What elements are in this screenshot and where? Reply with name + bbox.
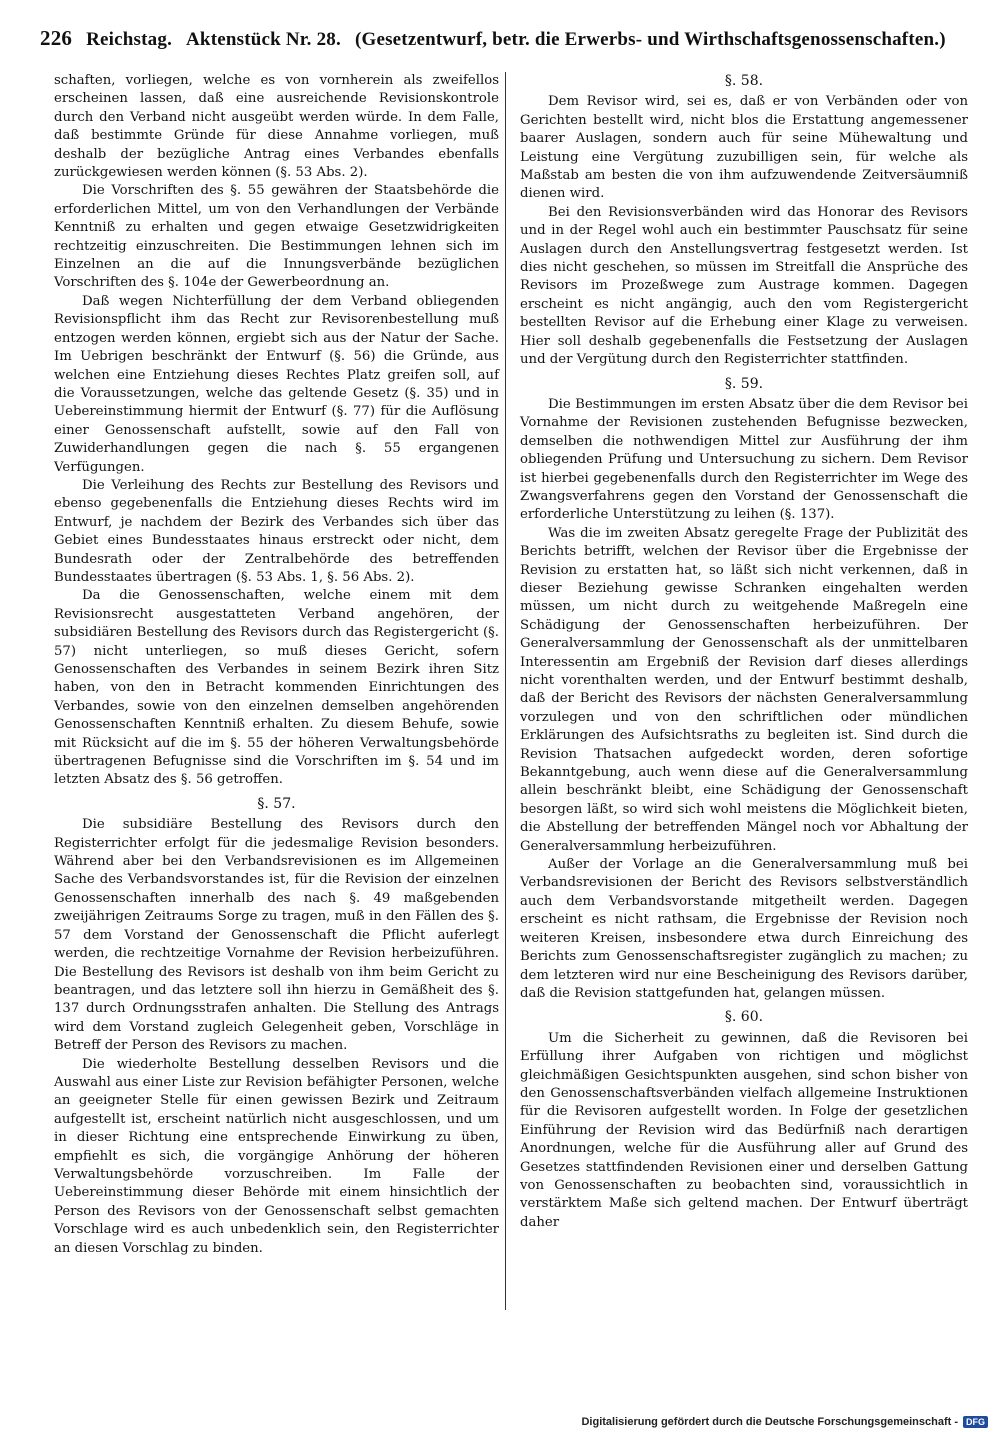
section-heading: §. 59. — [724, 375, 764, 392]
paragraph: Die wiederholte Bestellung desselben Revisors und die Auswahl aus einer Liste zur Revision befähigter Personen, welche an geeigneter Stelle für einen gewissen Bezirk und Zeitraum aufgestellt ist, erscheint natürlich nicht ausgeschlossen, und um in dieser Richtung eine entsprechende Einwirkung zu üben, empfiehlt es sich, die vorgängige Anhörung der höheren Verwaltungsbehörde vorzuschreiben. Im Falle der Uebereinstimmung dieser Behörde mit einem hinsichtlich der Person des Revisors von der Genossenschaft selbst gemachten Vorschlage wird es auch unbedenklich sein, den Registerrichter an diesen Vorschlag zu binden. — [54, 1056, 499, 1256]
document-topic: (Gesetzentwurf, betr. die Erwerbs- und Wirthschaftsgenossenschaften.) — [354, 29, 946, 50]
paragraph: Außer der Vorlage an die Generalversammlung muß bei Verbandsrevisionen der Bericht des Revisors selbstverständlich auch dem Verbandsvorstande mitgetheilt werden. Dagegen erscheint es nicht rathsam, die Ergebnisse der Revision noch weiteren Kreisen, insbesondere etwa durch Einreichung des Berichts zum Genossenschaftsregister zugänglich zu machen; zu dem letzteren wird nur eine Bescheinigung des Revisors darüber, daß die Revision stattgefunden hat, gelangen müssen. — [520, 857, 968, 1001]
left-column — [54, 72, 499, 1258]
footer-credit: Digitalisierung gefördert durch die Deutsche Forschungsgemeinschaft - — [581, 1416, 958, 1428]
paragraph: Die Verleihung des Rechts zur Bestellung des Revisors und ebenso gegebenenfalls die Entziehung dieses Rechts wird im Entwurf, je nachdem der Bezirk des Verbandes sich über das Gebiet eines Bundesstaates hinaus erstreckt oder nicht, dem Bundesrath oder der Zentralbehörde des betreffenden Bundesstaates übertragen (§. 53 Abs. 1, §. 56 Abs. 2). — [54, 477, 499, 585]
page-number: 226 — [40, 26, 73, 50]
document-number: Aktenstück Nr. 28. — [186, 29, 341, 50]
section-heading: §. 57. — [257, 795, 296, 812]
page-header — [40, 26, 975, 60]
section-heading: §. 58. — [724, 73, 764, 89]
paragraph: Die Bestimmungen im ersten Absatz über die dem Revisor bei Vornahme der Revisionen zustehenden Befugnisse bezwecken, demselben die nothwendigen Mittel zur Ausführung der ihm obliegenden Prüfung und Untersuchung zu sichern. Dem Revisor ist hierbei gegebenenfalls durch den Registerrichter im Wege des Zwangsverfahrens gegen den Vorstand der Genossenschaft die erforderliche Unterstützung zu leihen (§. 137). — [520, 396, 968, 523]
paragraph: Was die im zweiten Absatz geregelte Frage der Publizität des Berichts betrifft, welchen der Revisor über die Ergebnisse der Revision zu erstatten hat, so läßt sich nicht verkennen, daß in dieser Beziehung gewisse Schranken eingehalten werden müssen, um nicht durch zu weitgehende Maßregeln eine Schädigung der Genossenschaften herbeizuführen. Der Generalversammlung der Genossenschaft als der unmittelbaren Interessentin am Ergebniß der Revision darf dieses allerdings nicht vorenthalten werden, und der Entwurf bestimmt deshalb, daß der Bericht des Revisors der nächsten Generalversammlung vorzulegen und von den schriftlichen oder mündlichen Erklärungen des Aufsichtsraths zu begleiten ist. Sind durch die Revision Thatsachen aufgedeckt worden, deren sofortige Bekanntgebung, auch wenn diese auf die Generalversammlung allein beschränkt bleibt, eine Schädigung der Genossenschaft besorgen läßt, so wird sich wohl meistens die Möglichkeit bieten, die Abstellung der betreffenden Mängel noch vor Abhaltung der Generalversammlung herbeizuführen. — [520, 525, 968, 854]
page-footer — [581, 1416, 988, 1428]
section-heading: §. 60. — [724, 1009, 764, 1026]
paragraph: schaften, vorliegen, welche es von vornherein als zweifellos erscheinen lassen, daß eine ausreichende Revisionskontrole durch den Verband nicht ausgeübt werden würde. In dem Falle, daß bestimmte Gründe für diese Annahme vorliegen, muß deshalb der bezügliche Antrag eines Verbandes ebenfalls zurückgewiesen werden können (§. 53 Abs. 2). — [54, 73, 499, 181]
paragraph: Bei den Revisionsverbänden wird das Honorar des Revisors und in der Regel wohl auch ein bestimmter Pauschsatz für seine Auslagen durch den Anstellungsvertrag festgesetzt werden. Ist dies nicht geschehen, so müssen im Streitfall die Ansprüche des Revisors im Prozeßwege zum Austrage kommen. Dagegen erscheint es nicht angängig, auch den vom Registergericht bestellten Revisor auf die Erhebung einer Klage zu verweisen. Hier soll deshalb gegebenenfalls die Festsetzung der Auslagen und der Vergütung durch den Registerrichter stattfinden. — [520, 204, 968, 368]
publication-name: Reichstag. — [86, 29, 173, 50]
paragraph: Dem Revisor wird, sei es, daß er von Verbänden oder von Gerichten bestellt wird, nicht blos die Erstattung angemessener baarer Auslagen, sondern auch für seine Mühewaltung und Leistung eine Vergütung zuzubilligen sein, für welche als Maßstab am besten die von ihm aufzuwendende Zeitversäumniß dienen wird. — [520, 94, 968, 202]
right-column — [520, 72, 968, 1232]
column-divider — [505, 72, 506, 1310]
dfg-logo: DFG — [963, 1416, 988, 1428]
paragraph: Da die Genossenschaften, welche einem mit dem Revisionsrecht ausgestatteten Verband angehören, der subsidiären Bestellung des Revisors durch das Registergericht (§. 57) nicht unterliegen, so muß dieses Gericht, sofern Genossenschaften des Verbandes in seinem Bezirk ihren Sitz haben, von den in Betracht kommenden Einrichtungen des Verbandes, sowie von den einzelnen demselben angehörenden Genossenschaften Kenntniß erhalten. Zu diesem Behufe, sowie mit Rücksicht auf die im §. 55 der höheren Verwaltungsbehörde übertragenen Befugnisse sind die Vorschriften im §. 54 und im letzten Absatz des §. 56 getroffen. — [54, 588, 499, 788]
paragraph: Daß wegen Nichterfüllung der dem Verband obliegenden Revisionspflicht ihm das Recht zur Revisorenbestellung muß entzogen werden können, ergiebt sich aus der Natur der Sache. Im Uebrigen beschränkt der Entwurf (§. 56) die Gründe, aus welchen eine Entziehung dieses Rechtes Platz greifen soll, auf die Voraussetzungen, welche das geltende Gesetz (§. 35) und in Uebereinstimmung hiermit der Entwurf (§. 77) für die Auflösung einer Genossenschaft aufstellt, sowie auf den Fall von Zuwiderhandlungen gegen die nach §. 55 ergangenen Verfügungen. — [54, 293, 499, 475]
paragraph: Die Vorschriften des §. 55 gewähren der Staatsbehörde die erforderlichen Mittel, um von den Verhandlungen der Verbände Kenntniß zu erhalten und gegen etwaige Gesetzwidrigkeiten rechtzeitig einzuschreiten. Die Bestimmungen lehnen sich im Einzelnen an die auf die Innungsverbände bezüglichen Vorschriften des §. 104e der Gewerbeordnung an. — [54, 183, 499, 291]
paragraph: Die subsidiäre Bestellung des Revisors durch den Registerrichter erfolgt für die jedesmalige Revision besonders. Während aber bei den Verbandsrevisionen es im Allgemeinen Sache des Verbandsvorstandes ist, für die Revision der einzelnen Genossenschaften innerhalb des nach §. 49 maßgebenden zweijährigen Zeitraums Sorge zu tragen, muß in den Fällen des §. 57 dem Vorstand der Genossenschaft die Pflicht auferlegt werden, die rechtzeitige Vornahme der Revision herbeizuführen. Die Bestellung des Revisors ist deshalb von ihm beim Gericht zu beantragen, und das letztere soll ihn hierzu in Gemäßheit des §. 137 durch Ordnungsstrafen anhalten. Die Stellung des Antrags wird dem Vorstand zugleich Gelegenheit geben, Vorschläge in Betreff der Person des Revisors zu machen. — [54, 817, 499, 1054]
paragraph: Um die Sicherheit zu gewinnen, daß die Revisoren bei Erfüllung ihrer Aufgaben von richtigen und möglichst gleichmäßigen Gesichtspunkten ausgehen, sind schon bisher von den Genossenschaftsverbänden vielfach allgemeine Instruktionen für die Revisoren aufgestellt worden. In Folge der gesetzlichen Einführung der Revision wird das Bedürfniß nach derartigen Anordnungen, welche für die Ausführung aller auf Grund des Gesetzes stattfindenden Revisionen einer und derselben Gattung von Genossenschaften zu beobachten sind, voraussichtlich in verstärktem Maße sich geltend machen. Der Entwurf überträgt daher — [520, 1030, 968, 1230]
